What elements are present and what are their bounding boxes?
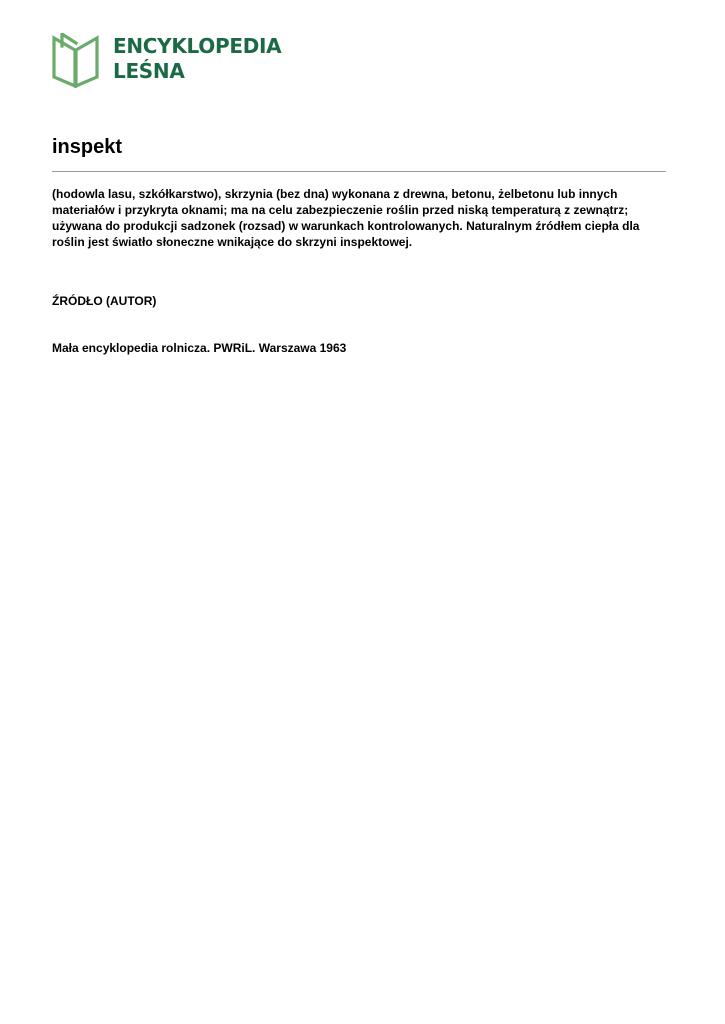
logo-line-1: ENCYKLOPEDIA [113, 34, 282, 58]
entry-definition [52, 186, 666, 250]
logo-line-2: LEŚNA [113, 59, 185, 83]
entry-title: inspekt [52, 136, 123, 158]
source-heading: ŹRÓDŁO (AUTOR) [52, 294, 157, 308]
definition-line: materiałów i przykryta oknami; ma na celu zabezpieczenie roślin przed niską temperaturą z zewnątrz; [52, 203, 629, 217]
definition-line: używana do produkcji sadzonek (rozsad) w warunkach kontrolowanych. Naturalnym źródłem ciepła dla [52, 219, 640, 233]
open-book-icon [52, 33, 99, 88]
definition-line: (hodowla lasu, szkółkarstwo), skrzynia (bez dna) wykonana z drewna, betonu, żelbetonu lub innych [52, 187, 618, 201]
encyclopedia-logo [52, 33, 292, 89]
title-divider [52, 171, 666, 172]
source-citation: Mała encyklopedia rolnicza. PWRiL. Warszawa 1963 [52, 341, 347, 355]
logo-wordmark [113, 34, 281, 84]
definition-line: roślin jest światło słoneczne wnikające do skrzyni inspektowej. [52, 235, 413, 249]
